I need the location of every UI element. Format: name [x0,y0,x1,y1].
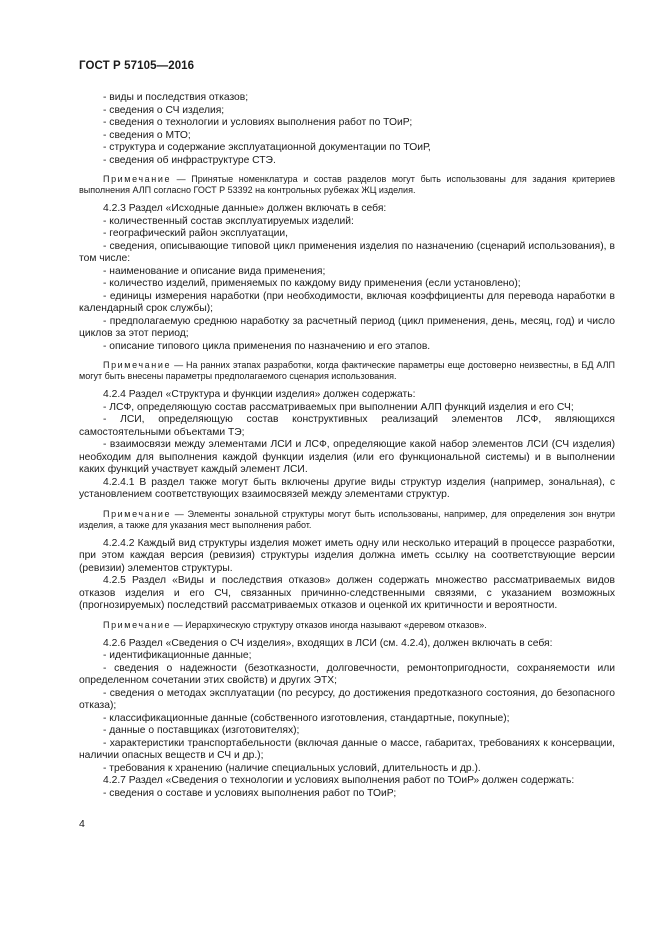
body-paragraph: - взаимосвязи между элементами ЛСИ и ЛСФ, определяющие какой набор элементов ЛСИ (СЧ изделия) необходим для выполнения каждой функции изделия (или его функциональной системы) и в выполнении каких функций участвует каждый элемент ЛСИ. [79,439,615,475]
body-paragraph: - наименование и описание вида применения; [103,265,326,277]
body-paragraph: 4.2.6 Раздел «Сведения о СЧ изделия», входящих в ЛСИ (см. 4.2.4), должен включать в себя: [103,637,553,649]
body-paragraph: - сведения о технологии и условиях выполнения работ по ТОиР; [103,117,413,128]
body-paragraph: 4.2.4 Раздел «Структура и функции изделия» должен содержать: [103,389,416,400]
body-paragraph: - требования к хранению (наличие специальных условий, длительность и др.). [103,762,481,774]
note-text: — Элементы зональной структуры могут быть использованы, например, для определения зон внутри изделия, а также для указания мест выполнения работ. [79,508,615,530]
document-header: ГОСТ Р 57105—2016 [79,60,195,72]
body-paragraph: 4.2.4.2 Каждый вид структуры изделия может иметь одну или несколько итераций в процессе разработки, при этом каждая версия (ревизия) структуры изделия должна иметь ссылку на соответствующие версии (ревизии) элементов структуры. [79,537,615,574]
body-paragraph: - сведения о СЧ изделия; [103,104,225,116]
note-label: Примечание [103,508,172,519]
body-paragraph: - количество изделий, применяемых по каждому виду применения (если установлено); [103,278,521,289]
body-paragraph: - данные о поставщиках (изготовителях); [103,725,300,736]
note-paragraph [79,509,615,531]
body-paragraph: - единицы измерения наработки (при необходимости, включая коэффициенты для перевода наработки в календарный срок службы); [79,290,615,314]
body-paragraph: - виды и последствия отказов; [103,92,249,103]
body-paragraph: - классификационные данные (собственного изготовления, стандартные, покупные); [103,712,510,724]
body-paragraph: - ЛСИ, определяющую состав конструктивных реализаций элементов ЛСФ, являющихся самостоятельными объектами ТЭ; [79,414,615,438]
body-paragraph: - ЛСФ, определяющую состав рассматриваемых при выполнении АЛП функций изделия и его СЧ; [103,401,574,413]
note-label: Примечание [103,174,172,184]
page-number: 4 [79,818,85,830]
body-paragraph: - количественный состав эксплуатируемых изделий: [103,215,354,227]
body-paragraph: 4.2.4.1 В раздел также могут быть включены другие виды структур изделия (например, зональная), с установлением соответствующих взаимосвязей между элементами структур. [79,476,615,500]
body-paragraph: 4.2.5 Раздел «Виды и последствия отказов» должен содержать множество рассматриваемых видов отказов изделия и его СЧ, связанных причинно-следственными связями, с указанием возможных (прогнозируемых) последствий рассматриваемых отказов и оценкой их критичности и вероятности. [79,575,615,611]
note-paragraph [79,174,615,196]
body-paragraph: 4.2.7 Раздел «Сведения о технологии и условиях выполнения работ по ТОиР» должен содержать: [103,775,575,786]
note-paragraph [79,620,615,631]
note-text: — Иерархическую структуру отказов иногда называют «деревом отказов». [171,619,487,630]
body-paragraph: - описание типового цикла применения по назначению и его этапов. [103,340,431,352]
body-paragraph: - предполагаемую среднюю наработку за расчетный период (цикл применения, день, месяц, год) и число циклов за этот период; [79,315,615,339]
body-paragraph: 4.2.3 Раздел «Исходные данные» должен включать в себя: [103,203,387,214]
note-text: — На ранних этапах разработки, когда фактические параметры еще достоверно неизвестны, в БД АЛП могут быть внесены параметры предполагаемого сценария использования. [79,360,615,381]
note-paragraph [79,360,615,382]
body-paragraph: - идентификационные данные; [103,650,252,661]
body-paragraph: - сведения о методах эксплуатации (по ресурсу, до достижения предотказного состояния, до безопасного отказа); [79,687,615,711]
body-paragraph: - сведения о составе и условиях выполнения работ по ТОиР; [103,787,397,799]
body-paragraph: - сведения об инфраструктуре СТЭ. [103,154,276,166]
note-text: — Принятые номенклатура и состав разделов могут быть использованы для задания критериев выполнения АЛП согласно ГОСТ Р 53392 на контрольных рубежах ЖЦ изделия. [79,174,615,195]
body-paragraph: - характеристики транспортабельности (включая данные о массе, габаритах, требованиях к консервации, наличии опасных веществ и СЧ и др.); [79,737,615,761]
note-label: Примечание [103,360,172,370]
body-paragraph: - структура и содержание эксплуатационной документации по ТОиР, [103,142,431,153]
body-paragraph: - сведения, описывающие типовой цикл применения изделия по назначению (сценарий использования), в том числе: [79,240,615,264]
body-paragraph: - сведения о МТО; [103,129,191,141]
body-paragraph: - географический район эксплуатации, [103,228,289,239]
document-body [79,92,615,800]
body-paragraph: - сведения о надежности (безотказности, долговечности, ремонтопригодности, сохраняемости или определенном сочетании этих свойств) и других ЭТХ; [79,662,615,686]
note-label: Примечание [103,619,172,630]
